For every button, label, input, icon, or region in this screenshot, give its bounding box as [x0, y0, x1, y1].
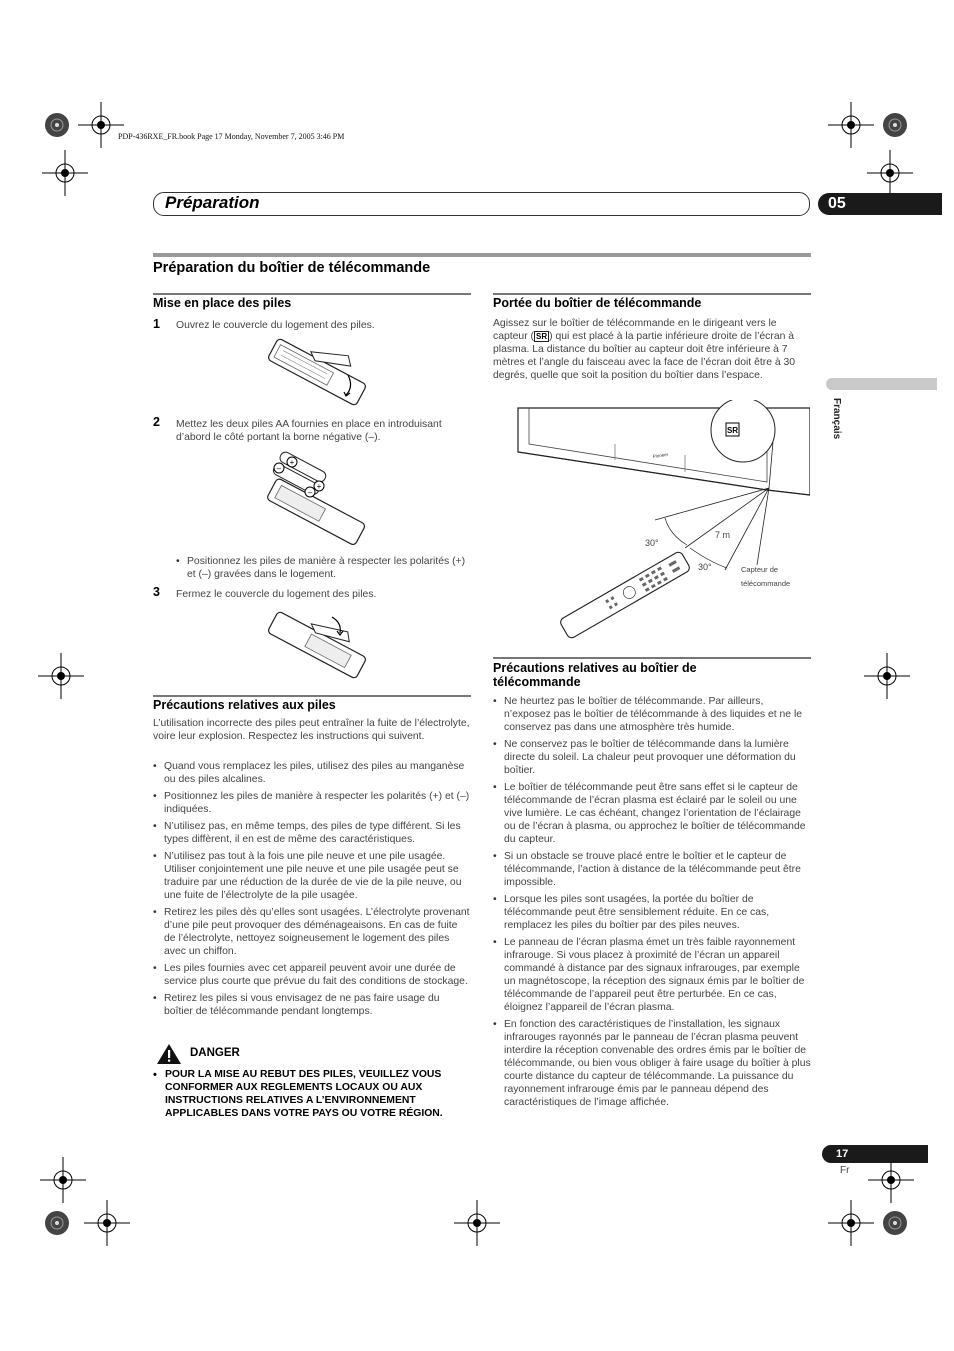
side-tab	[826, 378, 937, 390]
step-text: Fermez le couvercle du logement des piles.	[176, 589, 377, 600]
svg-text:+: +	[316, 482, 322, 491]
list-item: • Ne heurtez pas le boîtier de télécommande. Par ailleurs, n’exposez pas le boîtier de télécommande à des liquides et ne le conservez pas dans une atmosphère très humide.	[493, 695, 811, 734]
list-item: • Retirez les piles si vous envisagez de ne pas faire usage du boîtier de télécommande pendant longtemps.	[153, 992, 471, 1018]
remote-precautions-list	[493, 695, 811, 1113]
registration-mark-icon	[870, 1198, 920, 1248]
file-info: PDP-436RXE_FR.book Page 17 Monday, November 7, 2005 3:46 PM	[118, 132, 345, 141]
list-item: • N’utilisez pas tout à la fois une pile neuve et une pile usagée. Utiliser conjointement une pile neuve et une pile usagée peut se traduire par une réduction de la durée de vie de la pile neuve, ou une fuite de l’électrolyte de la pile usagée.	[153, 850, 471, 902]
side-language-label: Français	[831, 398, 842, 440]
page-number: 17	[822, 1145, 928, 1163]
brand-label: Pioneer	[652, 451, 669, 459]
section-rule	[153, 253, 811, 257]
svg-text:–: –	[307, 488, 313, 497]
subsection-rule	[493, 293, 811, 295]
list-item: • Les piles fournies avec cet appareil peuvent avoir une durée de service plus courte que prévue du fait des conditions de stockage.	[153, 962, 471, 988]
registration-mark-icon	[32, 100, 82, 150]
section-title: Préparation du boîtier de télécommande	[153, 260, 431, 276]
crosshair-icon	[452, 1198, 502, 1248]
remote-open-cover-illustration	[262, 335, 372, 410]
crosshair-icon	[40, 148, 90, 198]
remote-range-figure	[515, 400, 810, 640]
crosshair-icon	[865, 148, 915, 198]
crosshair-icon	[862, 651, 912, 701]
list-item: • Le boîtier de télécommande peut être sans effet si le capteur de télécommande de l’écran plasma est éclairé par le soleil ou une vive lumière. Le cas échéant, changez l’orientation de l’éclairage ou de l’écran à plasma, ou approchez le boîtier de télécommande du capteur.	[493, 781, 811, 846]
step-note: • Positionnez les piles de manière à respecter les polarités (+) et (–) gravées dans le logement.	[176, 555, 471, 581]
step-number: 2	[153, 415, 160, 429]
list-item: • Si un obstacle se trouve placé entre le boîtier et le capteur de télécommande, l’action à distance de la télécommande peut être impossible.	[493, 850, 811, 889]
range-title: Portée du boîtier de télécommande	[493, 296, 702, 310]
crosshair-icon	[826, 100, 876, 150]
list-item: • Quand vous remplacez les piles, utilisez des piles au manganèse ou des piles alcalines.	[153, 760, 471, 786]
svg-text:+: +	[289, 458, 295, 467]
bullet: •	[153, 1069, 157, 1081]
battery-precautions-list	[153, 760, 471, 1022]
danger-text: POUR LA MISE AU REBUT DES PILES, VEUILLEZ VOUS CONFORMER AUX REGLEMENTS LOCAUX OU AUX INSTRUCTIONS RELATIVES A L’ENVIRONNEMENT APPLICABLES DANS VOTRE PAYS OU VOTRE RÉGION.	[165, 1069, 443, 1119]
remote-precautions-title-line: télécommande	[493, 675, 581, 689]
battery-precautions-intro: L’utilisation incorrecte des piles peut entraîner la fuite de l’électrolyte, voire leur explosion. Respectez les instructions qui suivent.	[153, 718, 470, 742]
page-language: Fr	[840, 1165, 850, 1176]
battery-insert-illustration	[262, 450, 372, 550]
step-text: Ouvrez le couvercle du logement des piles.	[176, 320, 375, 331]
subsection-rule	[153, 293, 471, 295]
range-text	[493, 317, 811, 382]
list-item: • Positionnez les piles de manière à respecter les polarités (+) et (–) indiquées.	[153, 790, 471, 816]
subsection-rule	[153, 695, 471, 697]
step-note-list	[176, 555, 471, 585]
registration-mark-icon	[32, 1198, 82, 1248]
sensor-symbol: SR	[536, 332, 548, 341]
sensor-caption: Capteur de	[741, 565, 779, 574]
distance-label: 7 m	[715, 530, 731, 540]
sensor-symbol-label: SR	[726, 426, 739, 435]
list-item: • N’utilisez pas, en même temps, des piles de type différent. Si les types diffèrent, il en est de même des caractéristiques.	[153, 820, 471, 846]
sensor-caption: télécommande	[741, 579, 791, 588]
crosshair-icon	[82, 1198, 132, 1248]
crosshair-icon	[36, 651, 86, 701]
list-item: • Lorsque les piles sont usagées, la portée du boîtier de télécommande peut être sensiblement réduite. En ce cas, remplacez les piles du boîtier par des piles neuves.	[493, 893, 811, 932]
battery-precautions-title: Précautions relatives aux piles	[153, 698, 336, 712]
remote-precautions-title-line: Précautions relatives au boîtier de	[493, 661, 697, 675]
remote-close-cover-illustration	[262, 605, 372, 685]
list-item: • Ne conservez pas le boîtier de télécommande dans la lumière directe du soleil. La chaleur peut provoquer une déformation du boîtier.	[493, 738, 811, 777]
danger-label: DANGER	[190, 1047, 240, 1059]
list-item: • En fonction des caractéristiques de l’installation, les signaux infrarouges rayonnés par le panneau de l’écran plasma peuvent interdire la réception convenable des ordres émis par le boîtier de télécommande, ou bien vous obliger à faire usage du boîtier à plus courte distance du capteur de télécommande. La puissance du rayonnement infrarouge émis par le panneau dépend des caractéristiques de l’image affichée.	[493, 1018, 811, 1109]
subsection-rule	[493, 657, 811, 659]
range-text-after: ) qui est placé à la partie inférieure droite de l’écran à plasma. La distance du boîtier au capteur doit être inférieure à 7 mètres et l’angle du faisceau avec la face de l’écran doit être à 30 degrés, quelle que soit la position du boîtier dans l’espace.	[493, 331, 796, 381]
range-text-before: Agissez sur le boîtier de télécommande en le dirigeant vers le capteur (	[493, 318, 777, 342]
remote-precautions-title	[493, 661, 697, 689]
angle-label: 30°	[645, 538, 659, 548]
batteries-title: Mise en place des piles	[153, 296, 292, 310]
step-text: Mettez les deux piles AA fournies en place en introduisant d’abord le côté portant la borne négative (–).	[176, 419, 442, 443]
svg-text:–: –	[276, 464, 282, 473]
registration-mark-icon	[870, 100, 920, 150]
crosshair-icon	[76, 100, 126, 150]
chapter-number: 05	[818, 193, 942, 215]
angle-label: 30°	[698, 562, 712, 572]
list-item: • Retirez les piles dès qu’elles sont usagées. L’électrolyte provenant d’une pile peut provoquer des déménageaisons. En cas de fuite de l’électrolyte, nettoyez soigneusement le logement des piles avec un chiffon.	[153, 906, 471, 958]
chapter-title: Préparation	[165, 193, 260, 212]
warning-triangle-icon	[156, 1043, 182, 1065]
crosshair-icon	[826, 1198, 876, 1248]
list-item: • Le panneau de l’écran plasma émet un très faible rayonnement infrarouge. Si vous placez à proximité de l’écran un appareil commandé à distance par des signaux infrarouges, par exemple un magnétoscope, la réception des signaux émis par le boîtier de télécommande de l’appareil peut être perturbée. En ce cas, éloignez l’appareil de l’écran plasma.	[493, 936, 811, 1014]
step-number: 3	[153, 585, 160, 599]
step-number: 1	[153, 317, 160, 331]
